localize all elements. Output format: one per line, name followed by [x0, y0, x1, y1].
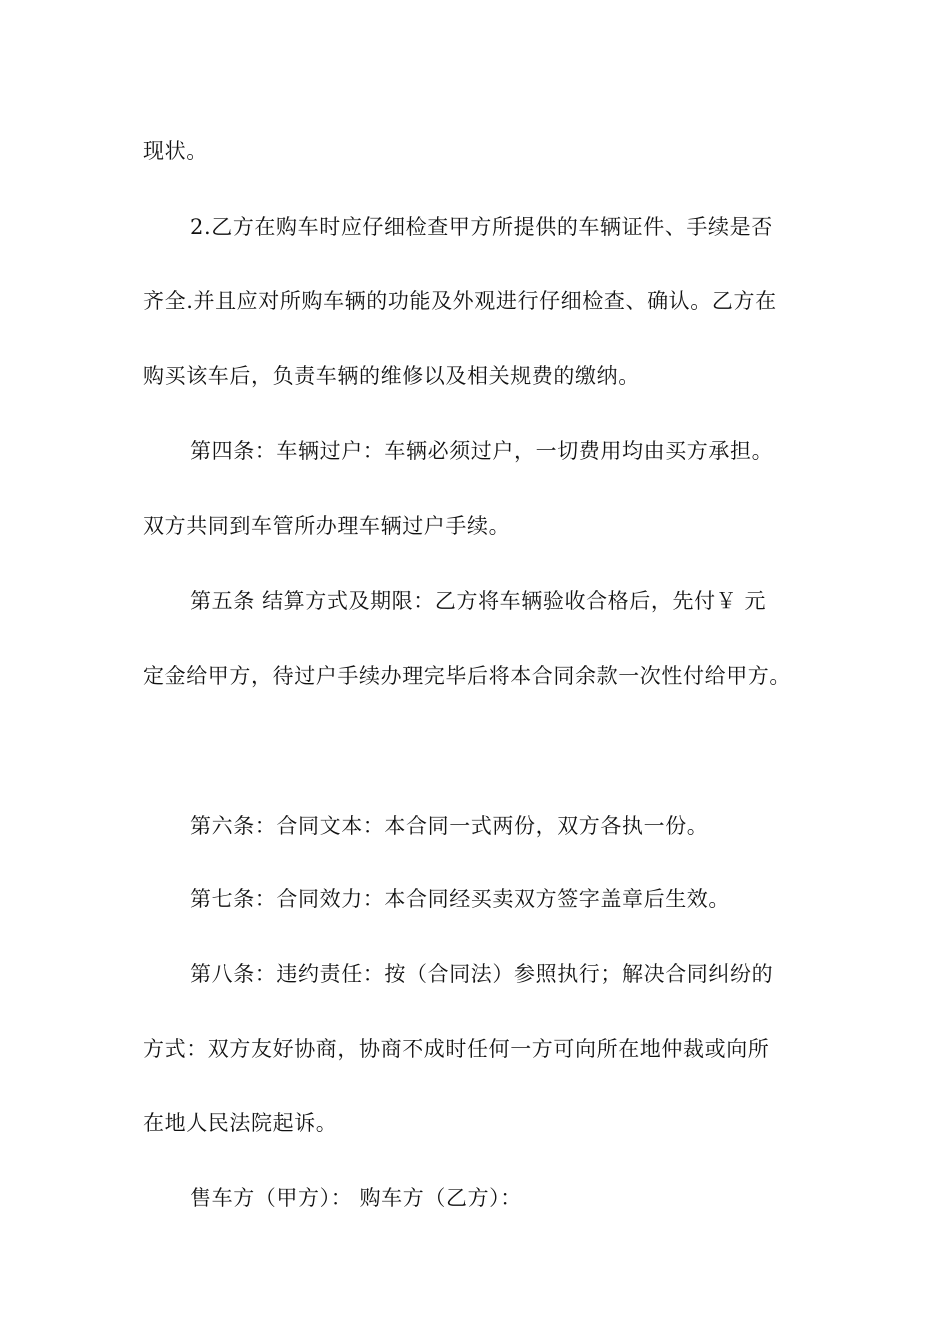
text-line-article-8-middle: 方式：双方友好协商，协商不成时任何一方可向所在地仲裁或向所	[143, 1037, 770, 1061]
signature-parties-line: 售车方（甲方）： 购车方（乙方）：	[190, 1186, 522, 1210]
text-line-article-6: 第六条：合同文本：本合同一式两份，双方各执一份。	[190, 814, 709, 838]
text-line-article-4-start: 第四条：车辆过户：车辆必须过户，一切费用均由买方承担。	[190, 439, 774, 463]
text-line-article-4-end: 双方共同到车管所办理车辆过户手续。	[143, 514, 511, 538]
text-line-status: 现状。	[143, 139, 208, 163]
text-line-article-5-start: 第五条 结算方式及期限：乙方将车辆验收合格后，先付￥ 元	[190, 589, 767, 613]
text-line-article-8-end: 在地人民法院起诉。	[143, 1111, 338, 1135]
text-line-article-8-start: 第八条：违约责任：按（合同法）参照执行；解决合同纠纷的	[190, 962, 774, 986]
text-line-clause-2-start: 2.乙方在购车时应仔细检查甲方所提供的车辆证件、手续是否	[190, 215, 773, 239]
text-line-clause-2-end: 购买该车后，负责车辆的维修以及相关规费的缴纳。	[143, 364, 640, 388]
text-line-article-5-end: 定金给甲方，待过户手续办理完毕后将本合同余款一次性付给甲方。	[143, 664, 791, 688]
text-line-clause-2-middle: 齐全.并且应对所购车辆的功能及外观进行仔细检查、确认。乙方在	[143, 289, 777, 313]
text-line-article-7: 第七条：合同效力：本合同经买卖双方签字盖章后生效。	[190, 887, 730, 911]
